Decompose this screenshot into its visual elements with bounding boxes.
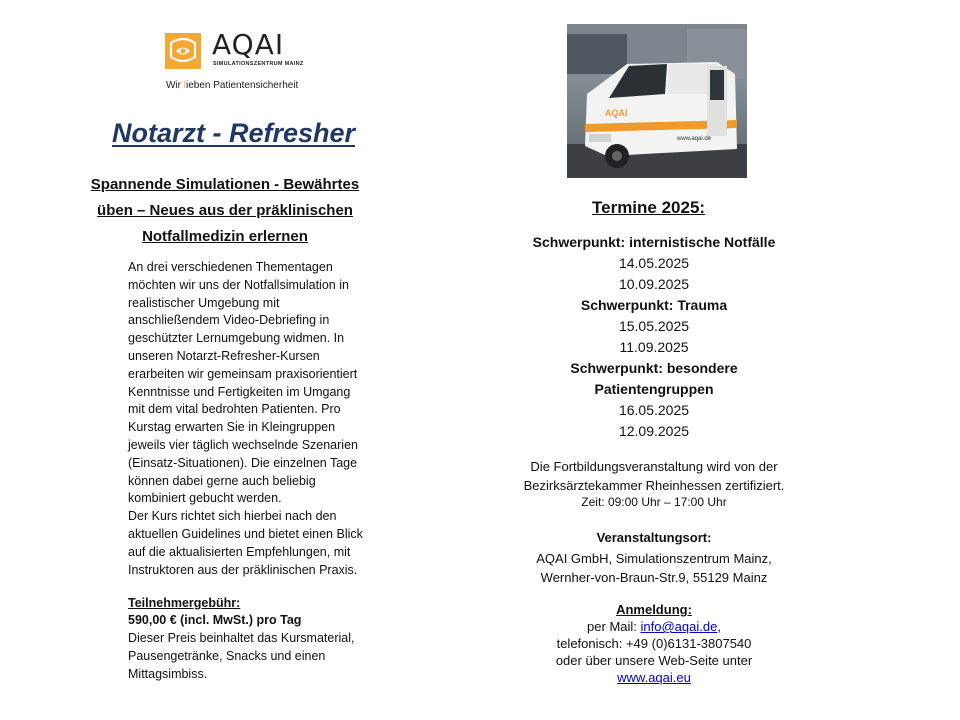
schedule-heading: Patientengruppen (594, 381, 714, 397)
venue-line-2: Wernher-von-Braun-Str.9, 55129 Mainz (540, 570, 768, 585)
page-title: Notarzt - Refresher (112, 118, 356, 148)
schedule-heading: Schwerpunkt: Trauma (580, 297, 728, 313)
schedule-list (504, 232, 804, 442)
venue-address (499, 549, 809, 587)
fee-label: Teilnehmergebühr: (128, 596, 241, 610)
course-time: Zeit: 09:00 Uhr – 17:00 Uhr (581, 495, 727, 509)
registration-web-prefix: oder über unsere Web-Seite unter (555, 653, 753, 668)
registration-info (499, 618, 809, 686)
description-line: An drei verschiedenen Thementagen (128, 260, 333, 274)
tagline-highlight: l (183, 80, 187, 91)
registration-web-line (499, 669, 809, 686)
description-line: kombiniert gebucht werden. (128, 491, 282, 506)
registration-phone: telefonisch: +49 (0)6131-3807540 (556, 636, 752, 651)
venue-line-1: AQAI GmbH, Simulationszentrum Mainz, (536, 551, 772, 566)
mail-prefix: per Mail: (587, 619, 641, 634)
description-line: (Einsatz-Situationen). Die einzelnen Tage (128, 455, 358, 470)
description-line: Kenntnisse und Fertigkeiten im Umgang (128, 384, 351, 399)
schedule-date: 11.09.2025 (619, 339, 689, 355)
description-line: realistischer Umgebung mit (128, 295, 280, 310)
fee-description (128, 630, 388, 683)
dates-title: Termine 2025: (592, 198, 706, 217)
tagline-post: ieben Patientensicherheit (186, 80, 299, 91)
schedule-date: 10.09.2025 (618, 276, 690, 292)
description-line: anschließendem Video-Debriefing in (128, 313, 330, 328)
description-line: möchten wir uns der Notfallsimulation in (128, 277, 349, 292)
description-line: mit dem vital bedrohten Patienten. Pro (128, 402, 341, 417)
aqai-logo-mark-icon (165, 33, 201, 69)
description-line: aktuellen Guidelines und bietet einen Blick (128, 526, 363, 541)
registration-mail-line (499, 618, 809, 635)
registration-label: Anmeldung: (616, 602, 692, 617)
logo-wordmark: AQAI (212, 28, 285, 61)
description-line: jeweils vier täglich wechselnde Szenarien (128, 437, 358, 452)
description-line: geschützter Lernumgebung widmen. In (128, 331, 345, 346)
website-link[interactable]: www.aqai.eu (617, 670, 691, 685)
email-link[interactable]: info@aqai.de (640, 619, 718, 634)
fee-line: Mittagsimbiss. (128, 666, 208, 681)
certification-line-2: Bezirksärztekammer Rheinhessen zertifiziert. (523, 478, 785, 493)
subtitle-line-1: Spannende Simulationen - Bewährtes (90, 176, 360, 193)
van-web-text: www.aqai.de (677, 136, 712, 142)
certification-text (499, 457, 809, 495)
description-line: können dabei gerne auch beliebig (128, 473, 316, 488)
schedule-heading: Schwerpunkt: besondere (570, 360, 738, 376)
subtitle (60, 172, 390, 250)
description-line: unseren Notarzt-Refresher-Kursen (128, 348, 320, 363)
logo-tagline (166, 80, 298, 91)
description-line: auf die aktualisierten Empfehlungen, mit (128, 544, 351, 559)
schedule-date: 14.05.2025 (618, 255, 690, 271)
tagline-pre: Wir (166, 80, 184, 91)
van-logo-text: AQAI (605, 108, 628, 118)
schedule-date: 16.05.2025 (618, 402, 690, 418)
logo-subname: SIMULATIONSZENTRUM MAINZ (213, 61, 304, 67)
subtitle-line-3: Notfallmedizin erlernen (142, 228, 308, 245)
venue-label: Veranstaltungsort: (596, 530, 712, 545)
fee-line: Pausengetränke, Snacks und einen (128, 648, 326, 663)
mail-suffix: , (717, 619, 721, 634)
schedule-heading: Schwerpunkt: internistische Notfälle (532, 234, 776, 250)
fee-line: Dieser Preis beinhaltet das Kursmaterial, (128, 631, 355, 645)
fee-price: 590,00 € (incl. MwSt.) pro Tag (128, 613, 302, 627)
certification-line-1: Die Fortbildungsveranstaltung wird von der (530, 459, 778, 474)
subtitle-line-2: üben – Neues aus der präklinischen (97, 202, 353, 219)
schedule-date: 15.05.2025 (618, 318, 690, 334)
description-line: Der Kurs richtet sich hierbei nach den (128, 509, 337, 524)
description-line: erarbeiten wir gemeinsam praxisorientiert (128, 366, 358, 381)
description-line: Instruktoren aus der präklinischen Praxis. (128, 562, 358, 577)
ambulance-photo (567, 24, 747, 178)
course-description (128, 259, 390, 579)
schedule-date: 12.09.2025 (618, 423, 690, 439)
description-line: Kurstag erwarten Sie in Kleingruppen (128, 420, 336, 435)
